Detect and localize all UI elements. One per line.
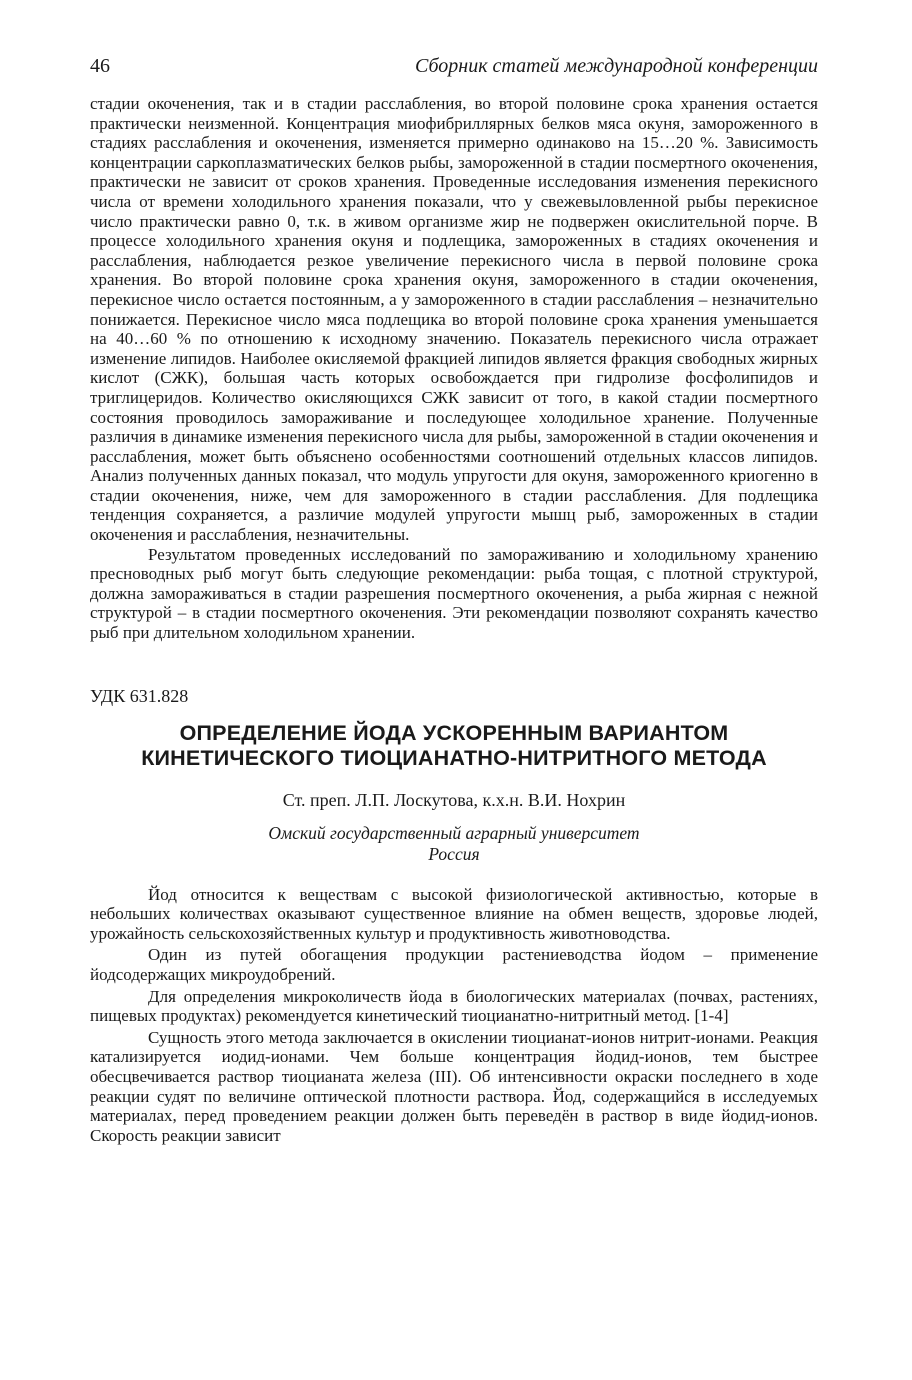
article-country: Россия (428, 843, 480, 864)
article-affiliation: Омский государственный аграрный университет (268, 822, 640, 843)
page-number: 46 (90, 55, 110, 77)
article-title-line-2: КИНЕТИЧЕСКОГО ТИОЦИАНАТНО-НИТРИТНОГО МЕТОДА (141, 745, 767, 770)
article-paragraph-1: Йод относится к веществам с высокой физиологической активностью, которые в небольших количествах оказывают существенное влияние на обмен веществ, здоровье людей, урожайность сельскохозяйственных культур и продуктивность животноводства. (90, 884, 818, 943)
article-paragraph-3: Для определения микроколичеств йода в биологических материалах (почвах, растениях, пищевых продуктах) рекомендуется кинетический тиоцианатно-нитритный метод. [1-4] (90, 986, 818, 1026)
journal-title: Сборник статей международной конференции (415, 55, 818, 77)
article-title (90, 721, 818, 771)
article-title-line-1: ОПРЕДЕЛЕНИЕ ЙОДА УСКОРЕННЫМ ВАРИАНТОМ (179, 720, 729, 745)
running-header (90, 54, 818, 82)
previous-article-paragraph-1: стадии окоченения, так и в стадии расслабления, во второй половине срока хранения остается практически неизменной. Концентрация миофибриллярных белков мяса окуня, замороженного в стадиях расслабления и окоченения, изменяется примерно одинаково на 15…20 %. Зависимость концентрации саркоплазматических белков рыбы, замороженной в стадии посмертного окоченения, практически не зависит от сроков хранения. Проведенные исследования изменения перекисного числа от времени холодильного хранения показали, что у свежевыловленной рыбы перекисное число практически равно 0, т.к. в живом организме жир не подвержен окислительной порче. В процессе холодильного хранения окуня и подлещика, замороженных в стадиях окоченения и расслабления, наблюдается резкое увеличение перекисного числа в первой половине срока хранения. Во второй половине срока хранения окуня, замороженного в стадии окоченения, перекисное число остается постоянным, а у замороженного в стадии расслабления – незначительно понижается. Перекисное число мяса подлещика во второй половине срока хранения уменьшается на 40…60 % по отношению к исходному значению. Показатель перекисного числа отражает изменение липидов. Наиболее окисляемой фракцией липидов является фракция свободных жирных кислот (СЖК), большая часть которых освобождается при гидролизе фосфолипидов и триглицеридов. Количество окисляющихся СЖК зависит от того, в какой стадии посмертного состояния проводилось замораживание и последующее холодильное хранение. Полученные различия в динамике изменения перекисного числа для рыбы, замороженной в стадии окоченения и расслабления, может быть объяснено особенностями соотношений отдельных классов липидов. Анализ полученных данных показал, что модуль упругости для окуня, замороженного криогенно в стадии окоченения, ниже, чем для замороженного в стадии расслабления. Для подлещика тенденция сохраняется, а различие модулей упругости мышц рыб, замороженных в стадии окоченения и расслабления, незначительны. (90, 94, 818, 545)
article-affiliation-block (90, 823, 818, 865)
previous-article-paragraph-2: Результатом проведенных исследований по замораживанию и холодильному хранению пресноводных рыб могут быть следующие рекомендации: рыба тощая, с плотной структурой, должна замораживаться в стадии разрешения посмертного окоченения, а рыба жирная с нежной структурой – в стадии посмертного окоченения. Эти рекомендации позволяют сохранять качество рыб при длительном холодильном хранении. (90, 544, 818, 643)
article-authors: Ст. преп. Л.П. Лоскутова, к.х.н. В.И. Нохрин (282, 789, 626, 810)
udc-code: УДК 631.828 (90, 685, 189, 706)
article-paragraph-2: Один из путей обогащения продукции растениеводства йодом – применение йодсодержащих микроудобрений. (90, 945, 818, 984)
article-paragraph-4: Сущность этого метода заключается в окислении тиоцианат-ионов нитрит-ионами. Реакция катализируется иодид-ионами. Чем больше концентрация йодид-ионов, тем быстрее обесцвечивается раствор тиоцианата железа (III). Об интенсивности окраски последнего в ходе реакции судят по величине оптической плотности раствора. Йод, содержащийся в исследуемых материалах, перед проведением реакции должен быть переведён в раствор в виде йодид-ионов. Скорость реакции зависит (90, 1027, 818, 1145)
